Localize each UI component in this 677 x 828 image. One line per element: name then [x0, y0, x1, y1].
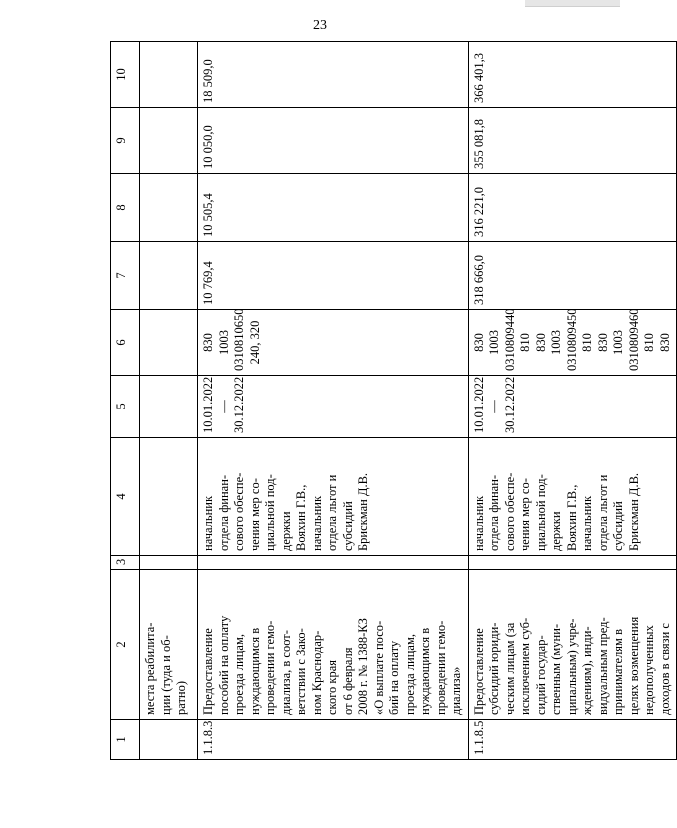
table-cell [140, 310, 198, 376]
header-cell: 2 [111, 570, 140, 720]
header-cell: 5 [111, 376, 140, 438]
value-col9: 10 050,0 [198, 108, 469, 174]
table-cell [140, 108, 198, 174]
header-cell: 1 [111, 720, 140, 760]
value-col8: 10 505,4 [198, 174, 469, 242]
header-row [111, 42, 140, 760]
responsible-persons: начальник отдела финан- сового обеспе- чения мер со- циальной под- держки Вояхин Г.В., начальник отдела льгот и субсидий Брискман Д.В. [198, 438, 469, 556]
header-cell: 4 [111, 438, 140, 556]
header-cell: 9 [111, 108, 140, 174]
page-number: 23 [313, 18, 327, 33]
measures-table [110, 41, 677, 760]
table-cell [140, 720, 198, 760]
continuation-text-cell: места реабилита- ции (туда и об- ратно) [140, 570, 198, 720]
header-cell: 8 [111, 174, 140, 242]
value-col7: 10 769,4 [198, 242, 469, 310]
value-col7: 318 666,0 [468, 242, 677, 310]
table-cell [140, 174, 198, 242]
table-row [468, 42, 677, 760]
continuation-row [140, 42, 198, 760]
rotated-table-wrapper [110, 42, 672, 760]
row-number: 1.1.8.3 [198, 720, 469, 760]
table-cell [140, 376, 198, 438]
table-cell [140, 438, 198, 556]
header-cell: 10 [111, 42, 140, 108]
table-cell [140, 242, 198, 310]
header-cell: 3 [111, 556, 140, 570]
dates-cell: 10.01.2022 — 30.12.2022 [468, 376, 677, 438]
budget-codes-cell: 830 1003 0310810650 240, 320 [198, 310, 469, 376]
value-col8: 316 221,0 [468, 174, 677, 242]
col3-cell [198, 556, 469, 570]
col3-cell [468, 556, 677, 570]
value-col10: 18 509,0 [198, 42, 469, 108]
budget-codes-cell: 830 1003 0310809440 810 830 1003 0310809450 810 830 1003 0310809460 810 830 [468, 310, 677, 376]
value-col10: 366 401,3 [468, 42, 677, 108]
table-row [198, 42, 469, 760]
row-number: 1.1.8.5 [468, 720, 677, 760]
table-cell [140, 556, 198, 570]
value-col9: 355 081,8 [468, 108, 677, 174]
header-cell: 7 [111, 242, 140, 310]
table-cell [140, 42, 198, 108]
dates-cell: 10.01.2022 — 30.12.2022 [198, 376, 469, 438]
header-cell: 6 [111, 310, 140, 376]
measure-name: Предоставление пособий на оплату проезда лицам, нуждающимся в проведении гемо- диализа, в соот- ветствии с Зако- ном Краснодар- ского края от 6 февраля 2008 г. № 1388-КЗ «О выплате посо- бий на оплату проезда лицам, нуждающимся в проведении гемо- диализа» [198, 570, 469, 720]
scan-artifact-bar [525, 0, 620, 7]
measure-name: Предоставление субсидий юриди- ческим лицам (за исключением суб- сидий государ- ственным (муни- ципальным) учре- ждениям), инди- видуальным пред- принимателям в целях возмещения недополученных доходов в связи с [468, 570, 677, 720]
responsible-persons: начальник отдела финан- сового обеспе- чения мер со- циальной под- держки Вояхин Г.В., начальник отдела льгот и субсидий Брискман Д.В. [468, 438, 677, 556]
